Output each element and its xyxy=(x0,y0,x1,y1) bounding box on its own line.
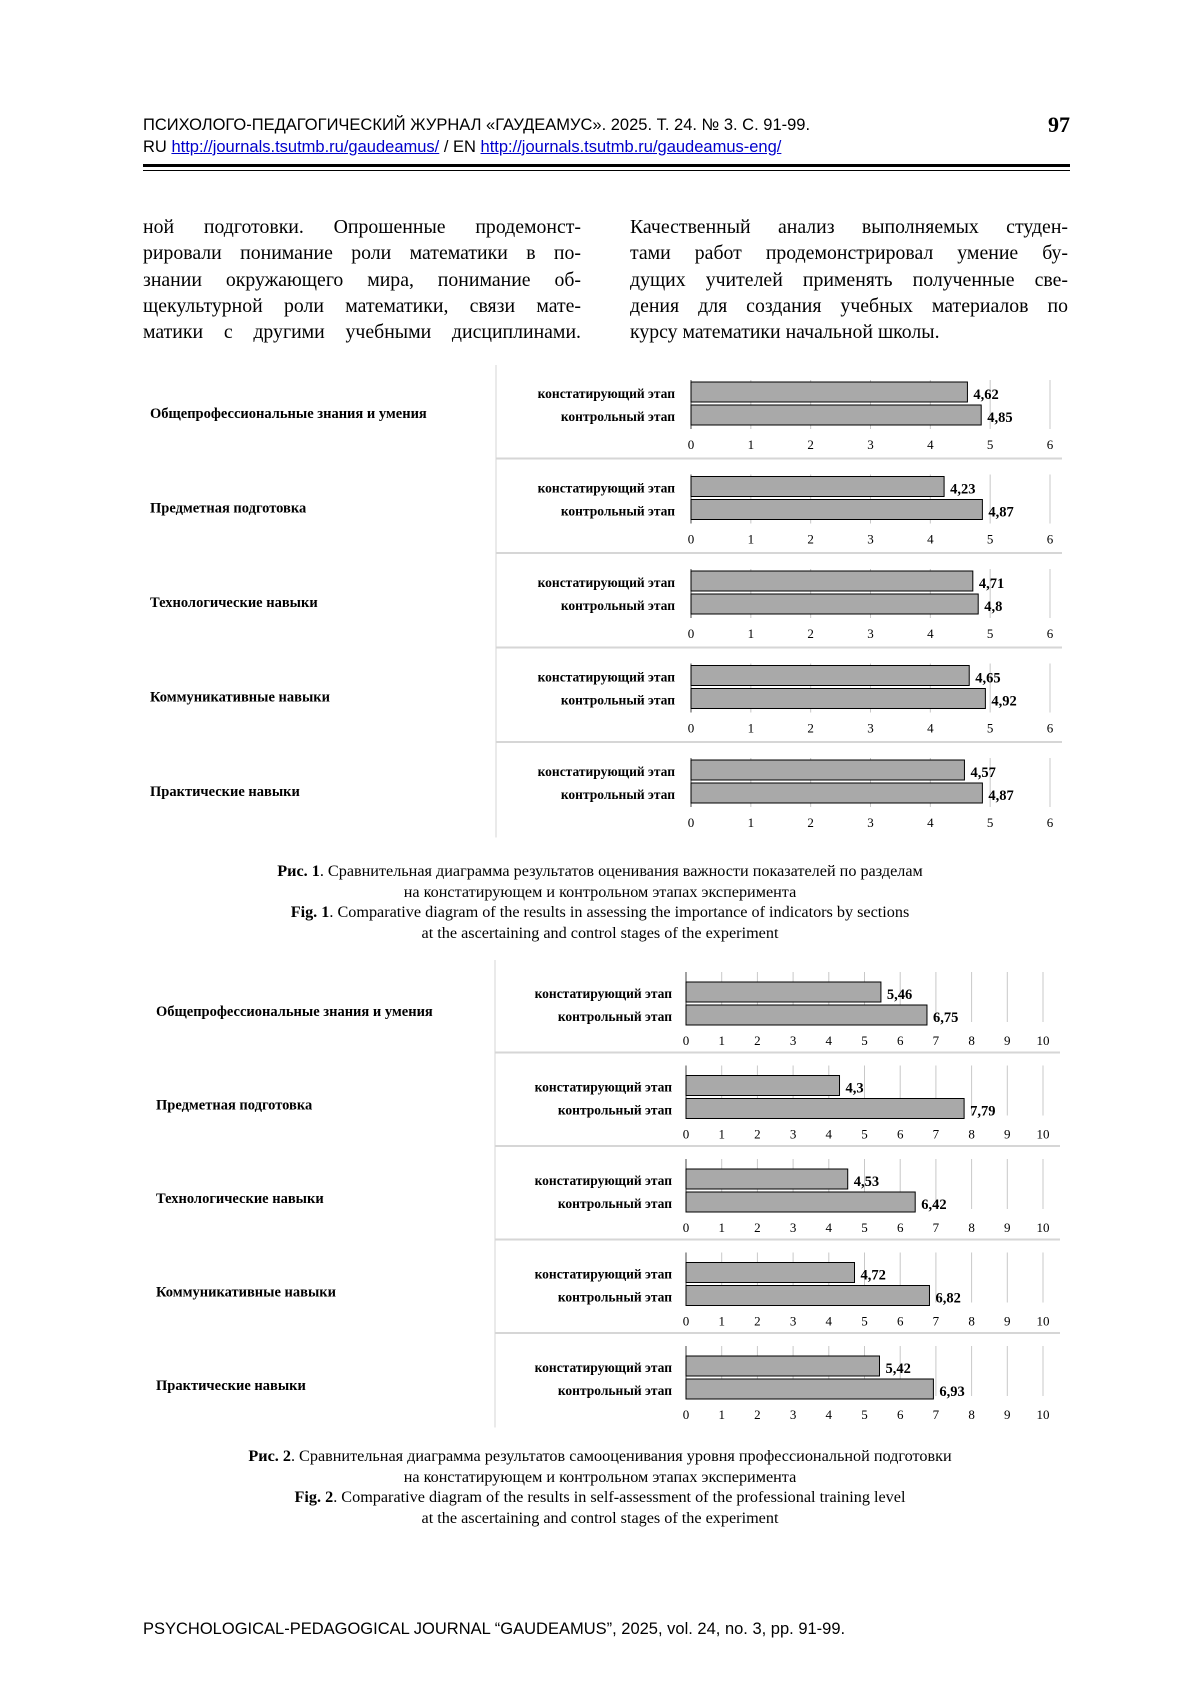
data-label: 5,46 xyxy=(886,987,913,1003)
tick-label: 2 xyxy=(807,815,814,830)
tick-label: 4 xyxy=(927,626,934,641)
tick-label: 7 xyxy=(932,1126,940,1142)
chart-group xyxy=(156,1334,1050,1428)
tick-label: 9 xyxy=(1004,1126,1011,1142)
header-rule-thin xyxy=(143,170,1070,171)
data-label: 4,65 xyxy=(975,670,1001,687)
tick-label: 0 xyxy=(687,815,695,830)
tick-label: 2 xyxy=(754,1220,761,1235)
tick-label: 8 xyxy=(968,1407,975,1422)
tick-label: 1 xyxy=(747,437,755,452)
tick-label: 0 xyxy=(687,531,695,547)
tick-label: 5 xyxy=(861,1126,868,1142)
data-label: 6,93 xyxy=(939,1384,965,1400)
tick-label: 6 xyxy=(1046,720,1054,736)
tick-label: 3 xyxy=(867,720,874,736)
tick-label: 3 xyxy=(867,531,874,547)
category-label: Практические навыки xyxy=(156,1378,306,1394)
tick-label: 5 xyxy=(986,720,994,736)
data-label: 4,92 xyxy=(991,693,1017,710)
bar xyxy=(686,1192,915,1212)
chart-group xyxy=(150,649,1062,744)
link-separator: / EN xyxy=(443,138,476,156)
tick-label: 6 xyxy=(1046,626,1054,641)
tick-label: 9 xyxy=(1004,1313,1011,1329)
tick-label: 4 xyxy=(927,815,934,830)
tick-label: 3 xyxy=(867,437,874,452)
bar xyxy=(691,594,978,614)
tick-label: 2 xyxy=(754,1033,761,1048)
tick-label: 9 xyxy=(1004,1220,1011,1235)
bar xyxy=(686,1379,933,1399)
data-label: 6,82 xyxy=(935,1290,961,1307)
bar xyxy=(686,1005,927,1025)
tick-label: 4 xyxy=(825,1126,833,1142)
bar xyxy=(691,405,981,425)
tick-label: 2 xyxy=(807,626,814,641)
caption-text: at the ascertaining and control stages of the experiment xyxy=(421,923,779,942)
chart-group xyxy=(150,460,1062,555)
journal-links xyxy=(143,138,781,157)
bar xyxy=(691,477,944,497)
tick-label: 0 xyxy=(682,1220,690,1235)
tick-label: 4 xyxy=(825,1407,833,1422)
tick-label: 5 xyxy=(986,815,994,830)
tick-label: 1 xyxy=(718,1407,725,1422)
series-label: контрольный этап xyxy=(560,409,675,424)
tick-label: 5 xyxy=(986,626,994,641)
tick-label: 10 xyxy=(1036,1126,1050,1142)
tick-label: 5 xyxy=(861,1313,868,1329)
text-line: рировали понимание роли математики в по- xyxy=(143,242,581,265)
series-label: констатирующий этап xyxy=(534,986,672,1001)
tick-label: 0 xyxy=(682,1126,690,1142)
tick-label: 3 xyxy=(789,1407,797,1422)
series-label: контрольный этап xyxy=(557,1383,672,1398)
tick-label: 10 xyxy=(1036,1033,1050,1048)
category-label: Общепрофессиональные знания и умения xyxy=(156,1004,433,1020)
data-label: 4,23 xyxy=(950,481,976,498)
tick-label: 4 xyxy=(825,1313,833,1329)
tick-label: 5 xyxy=(861,1220,868,1235)
tick-label: 0 xyxy=(682,1033,690,1048)
tick-label: 3 xyxy=(789,1126,797,1142)
category-label: Предметная подготовка xyxy=(156,1097,313,1114)
page-header xyxy=(143,112,1070,172)
caption-label: Fig. 2 xyxy=(294,1488,334,1506)
tick-label: 7 xyxy=(932,1407,940,1422)
chart-group xyxy=(150,743,1054,838)
caption-text: . Comparative diagram of the results in self-assessment of the professional training level xyxy=(333,1488,906,1506)
tick-label: 8 xyxy=(968,1033,975,1048)
data-label: 4,8 xyxy=(984,599,1003,615)
series-label: контрольный этап xyxy=(560,503,675,519)
text-line: дения для создания учебных материалов по xyxy=(630,294,1068,317)
series-label: констатирующий этап xyxy=(537,764,675,779)
tick-label: 3 xyxy=(867,815,874,830)
series-label: констатирующий этап xyxy=(534,1360,672,1375)
tick-label: 1 xyxy=(718,1220,725,1235)
tick-label: 3 xyxy=(867,626,874,641)
chart-group xyxy=(150,365,1062,460)
tick-label: 10 xyxy=(1036,1407,1050,1422)
text-line: дущих учителей применять полученные све- xyxy=(630,268,1068,291)
data-label: 4,57 xyxy=(970,765,996,781)
data-label: 4,62 xyxy=(973,387,999,403)
caption-text: at the ascertaining and control stages of the experiment xyxy=(421,1508,779,1527)
bar xyxy=(686,1263,855,1283)
series-label: контрольный этап xyxy=(560,598,675,613)
caption-text: . Сравнительная диаграмма результатов самооценивания уровня профессиональной подготовки xyxy=(290,1447,952,1465)
caption-text: . Сравнительная диаграмма результатов оценивания важности показателей по разделам xyxy=(319,862,923,880)
data-label: 4,87 xyxy=(988,788,1014,804)
bar xyxy=(686,1169,848,1189)
tick-label: 6 xyxy=(1046,531,1054,547)
tick-label: 2 xyxy=(754,1126,761,1142)
chart-group xyxy=(156,1147,1060,1241)
caption-label: Рис. 2 xyxy=(248,1447,291,1465)
text-line: тами работ продемонстрировал умение бу- xyxy=(630,242,1068,265)
tick-label: 4 xyxy=(927,720,934,736)
text-line: Качественный анализ выполняемых студен- xyxy=(630,216,1068,238)
series-label: констатирующий этап xyxy=(537,386,675,401)
bar xyxy=(686,1076,840,1096)
tick-label: 5 xyxy=(986,531,994,547)
caption-text: на констатирующем и контрольном этапах эксперимента xyxy=(403,882,797,901)
bar xyxy=(691,760,964,780)
data-label: 4,3 xyxy=(845,1080,864,1097)
tick-label: 4 xyxy=(825,1033,833,1048)
body-text-right xyxy=(630,214,1068,345)
page-number: 97 xyxy=(1048,112,1070,137)
category-label: Общепрофессиональные знания и умения xyxy=(150,406,427,422)
bar xyxy=(686,1356,879,1376)
chart-group xyxy=(156,1241,1060,1335)
tick-label: 1 xyxy=(747,815,755,830)
data-label: 4,72 xyxy=(860,1267,886,1284)
tick-label: 2 xyxy=(807,531,814,547)
series-label: контрольный этап xyxy=(560,692,675,708)
tick-label: 7 xyxy=(932,1313,940,1329)
text-line: курсу математики начальной школы. xyxy=(630,321,940,344)
tick-label: 0 xyxy=(682,1313,690,1329)
bar xyxy=(686,982,881,1002)
tick-label: 3 xyxy=(789,1033,797,1048)
data-label: 6,75 xyxy=(932,1010,959,1026)
bar xyxy=(691,571,973,591)
caption-text: на констатирующем и контрольном этапах эксперимента xyxy=(403,1467,797,1486)
tick-label: 4 xyxy=(927,531,934,547)
caption-label: Fig. 1 xyxy=(290,903,330,921)
journal-title: ПСИХОЛОГО-ПЕДАГОГИЧЕСКИЙ ЖУРНАЛ «ГАУДЕАМУС». 2025. Т. 24. № 3. С. 91-99. xyxy=(143,116,811,134)
tick-label: 1 xyxy=(747,626,755,641)
tick-label: 1 xyxy=(718,1033,725,1048)
series-label: контрольный этап xyxy=(557,1289,672,1305)
tick-label: 8 xyxy=(968,1313,975,1329)
tick-label: 6 xyxy=(896,1407,904,1422)
data-label: 4,71 xyxy=(978,576,1005,592)
figure-1-caption xyxy=(0,861,1200,943)
data-label: 4,85 xyxy=(987,410,1013,426)
tick-label: 7 xyxy=(932,1220,940,1235)
series-label: констатирующий этап xyxy=(534,1266,672,1282)
category-label: Коммуникативные навыки xyxy=(150,689,330,706)
tick-label: 5 xyxy=(986,437,994,452)
series-label: констатирующий этап xyxy=(534,1173,672,1188)
bar xyxy=(691,500,982,520)
chart-figure-2 xyxy=(0,960,1200,1420)
bar xyxy=(691,783,982,803)
category-label: Коммуникативные навыки xyxy=(156,1284,336,1301)
en-link[interactable]: http://journals.tsutmb.ru/gaudeamus-eng/ xyxy=(480,138,782,156)
category-label: Предметная подготовка xyxy=(150,500,307,517)
series-label: контрольный этап xyxy=(560,787,675,802)
data-label: 7,79 xyxy=(970,1103,996,1120)
tick-label: 9 xyxy=(1004,1033,1011,1048)
data-label: 5,42 xyxy=(885,1361,911,1377)
tick-label: 0 xyxy=(687,626,695,641)
bar xyxy=(691,666,969,686)
tick-label: 3 xyxy=(789,1220,797,1235)
tick-label: 9 xyxy=(1004,1407,1011,1422)
tick-label: 2 xyxy=(754,1313,761,1329)
tick-label: 6 xyxy=(1046,815,1054,830)
chart-group xyxy=(150,554,1062,649)
series-label: контрольный этап xyxy=(557,1196,672,1211)
tick-label: 6 xyxy=(896,1313,904,1329)
page-footer: PSYCHOLOGICAL-PEDAGOGICAL JOURNAL “GAUDEAMUS”, 2025, vol. 24, no. 3, pp. 91-99. xyxy=(143,1620,846,1638)
tick-label: 1 xyxy=(747,531,755,547)
series-label: констатирующий этап xyxy=(534,1079,672,1095)
text-line: матики с другими учебными дисциплинами. xyxy=(143,321,581,344)
data-label: 6,42 xyxy=(921,1197,947,1213)
header-rule-thick xyxy=(143,164,1070,167)
tick-label: 8 xyxy=(968,1220,975,1235)
category-label: Технологические навыки xyxy=(150,595,318,611)
data-label: 4,87 xyxy=(988,504,1014,521)
chart-figure-1 xyxy=(0,365,1200,835)
text-line: ной подготовки. Опрошенные продемонст- xyxy=(143,216,581,238)
category-label: Технологические навыки xyxy=(156,1191,324,1207)
tick-label: 2 xyxy=(807,720,814,736)
bar xyxy=(686,1286,929,1306)
tick-label: 10 xyxy=(1036,1220,1050,1235)
figure-2-caption xyxy=(0,1446,1200,1528)
tick-label: 2 xyxy=(807,437,814,452)
tick-label: 7 xyxy=(932,1033,940,1048)
tick-label: 10 xyxy=(1036,1313,1050,1329)
tick-label: 0 xyxy=(682,1407,690,1422)
tick-label: 6 xyxy=(896,1033,904,1048)
tick-label: 0 xyxy=(687,437,695,452)
text-line: знании окружающего мира, понимание об- xyxy=(143,268,581,291)
caption-text: . Comparative diagram of the results in assessing the importance of indicators by sections xyxy=(329,903,910,921)
tick-label: 4 xyxy=(927,437,934,452)
tick-label: 8 xyxy=(968,1126,975,1142)
bar xyxy=(691,382,967,402)
tick-label: 6 xyxy=(896,1220,904,1235)
series-label: контрольный этап xyxy=(557,1102,672,1118)
caption-label: Рис. 1 xyxy=(277,862,320,880)
tick-label: 6 xyxy=(896,1126,904,1142)
bar xyxy=(691,689,985,709)
tick-label: 4 xyxy=(825,1220,833,1235)
chart-group xyxy=(156,960,1060,1054)
bar xyxy=(686,1099,964,1119)
tick-label: 0 xyxy=(687,720,695,736)
series-label: констатирующий этап xyxy=(537,480,675,496)
tick-label: 5 xyxy=(861,1407,868,1422)
ru-link[interactable]: http://journals.tsutmb.ru/gaudeamus/ xyxy=(171,138,440,156)
tick-label: 1 xyxy=(718,1126,725,1142)
series-label: контрольный этап xyxy=(557,1009,672,1024)
tick-label: 1 xyxy=(747,720,755,736)
text-line: щекультурной роли математики, связи мате- xyxy=(143,294,581,317)
ru-prefix: RU xyxy=(143,138,167,156)
tick-label: 1 xyxy=(718,1313,725,1329)
tick-label: 2 xyxy=(754,1407,761,1422)
tick-label: 6 xyxy=(1046,437,1054,452)
tick-label: 3 xyxy=(789,1313,797,1329)
series-label: констатирующий этап xyxy=(537,669,675,685)
data-label: 4,53 xyxy=(853,1174,880,1190)
body-text-left xyxy=(143,214,581,345)
series-label: констатирующий этап xyxy=(537,575,675,590)
category-label: Практические навыки xyxy=(150,784,300,800)
chart-group xyxy=(156,1054,1060,1148)
tick-label: 5 xyxy=(861,1033,868,1048)
